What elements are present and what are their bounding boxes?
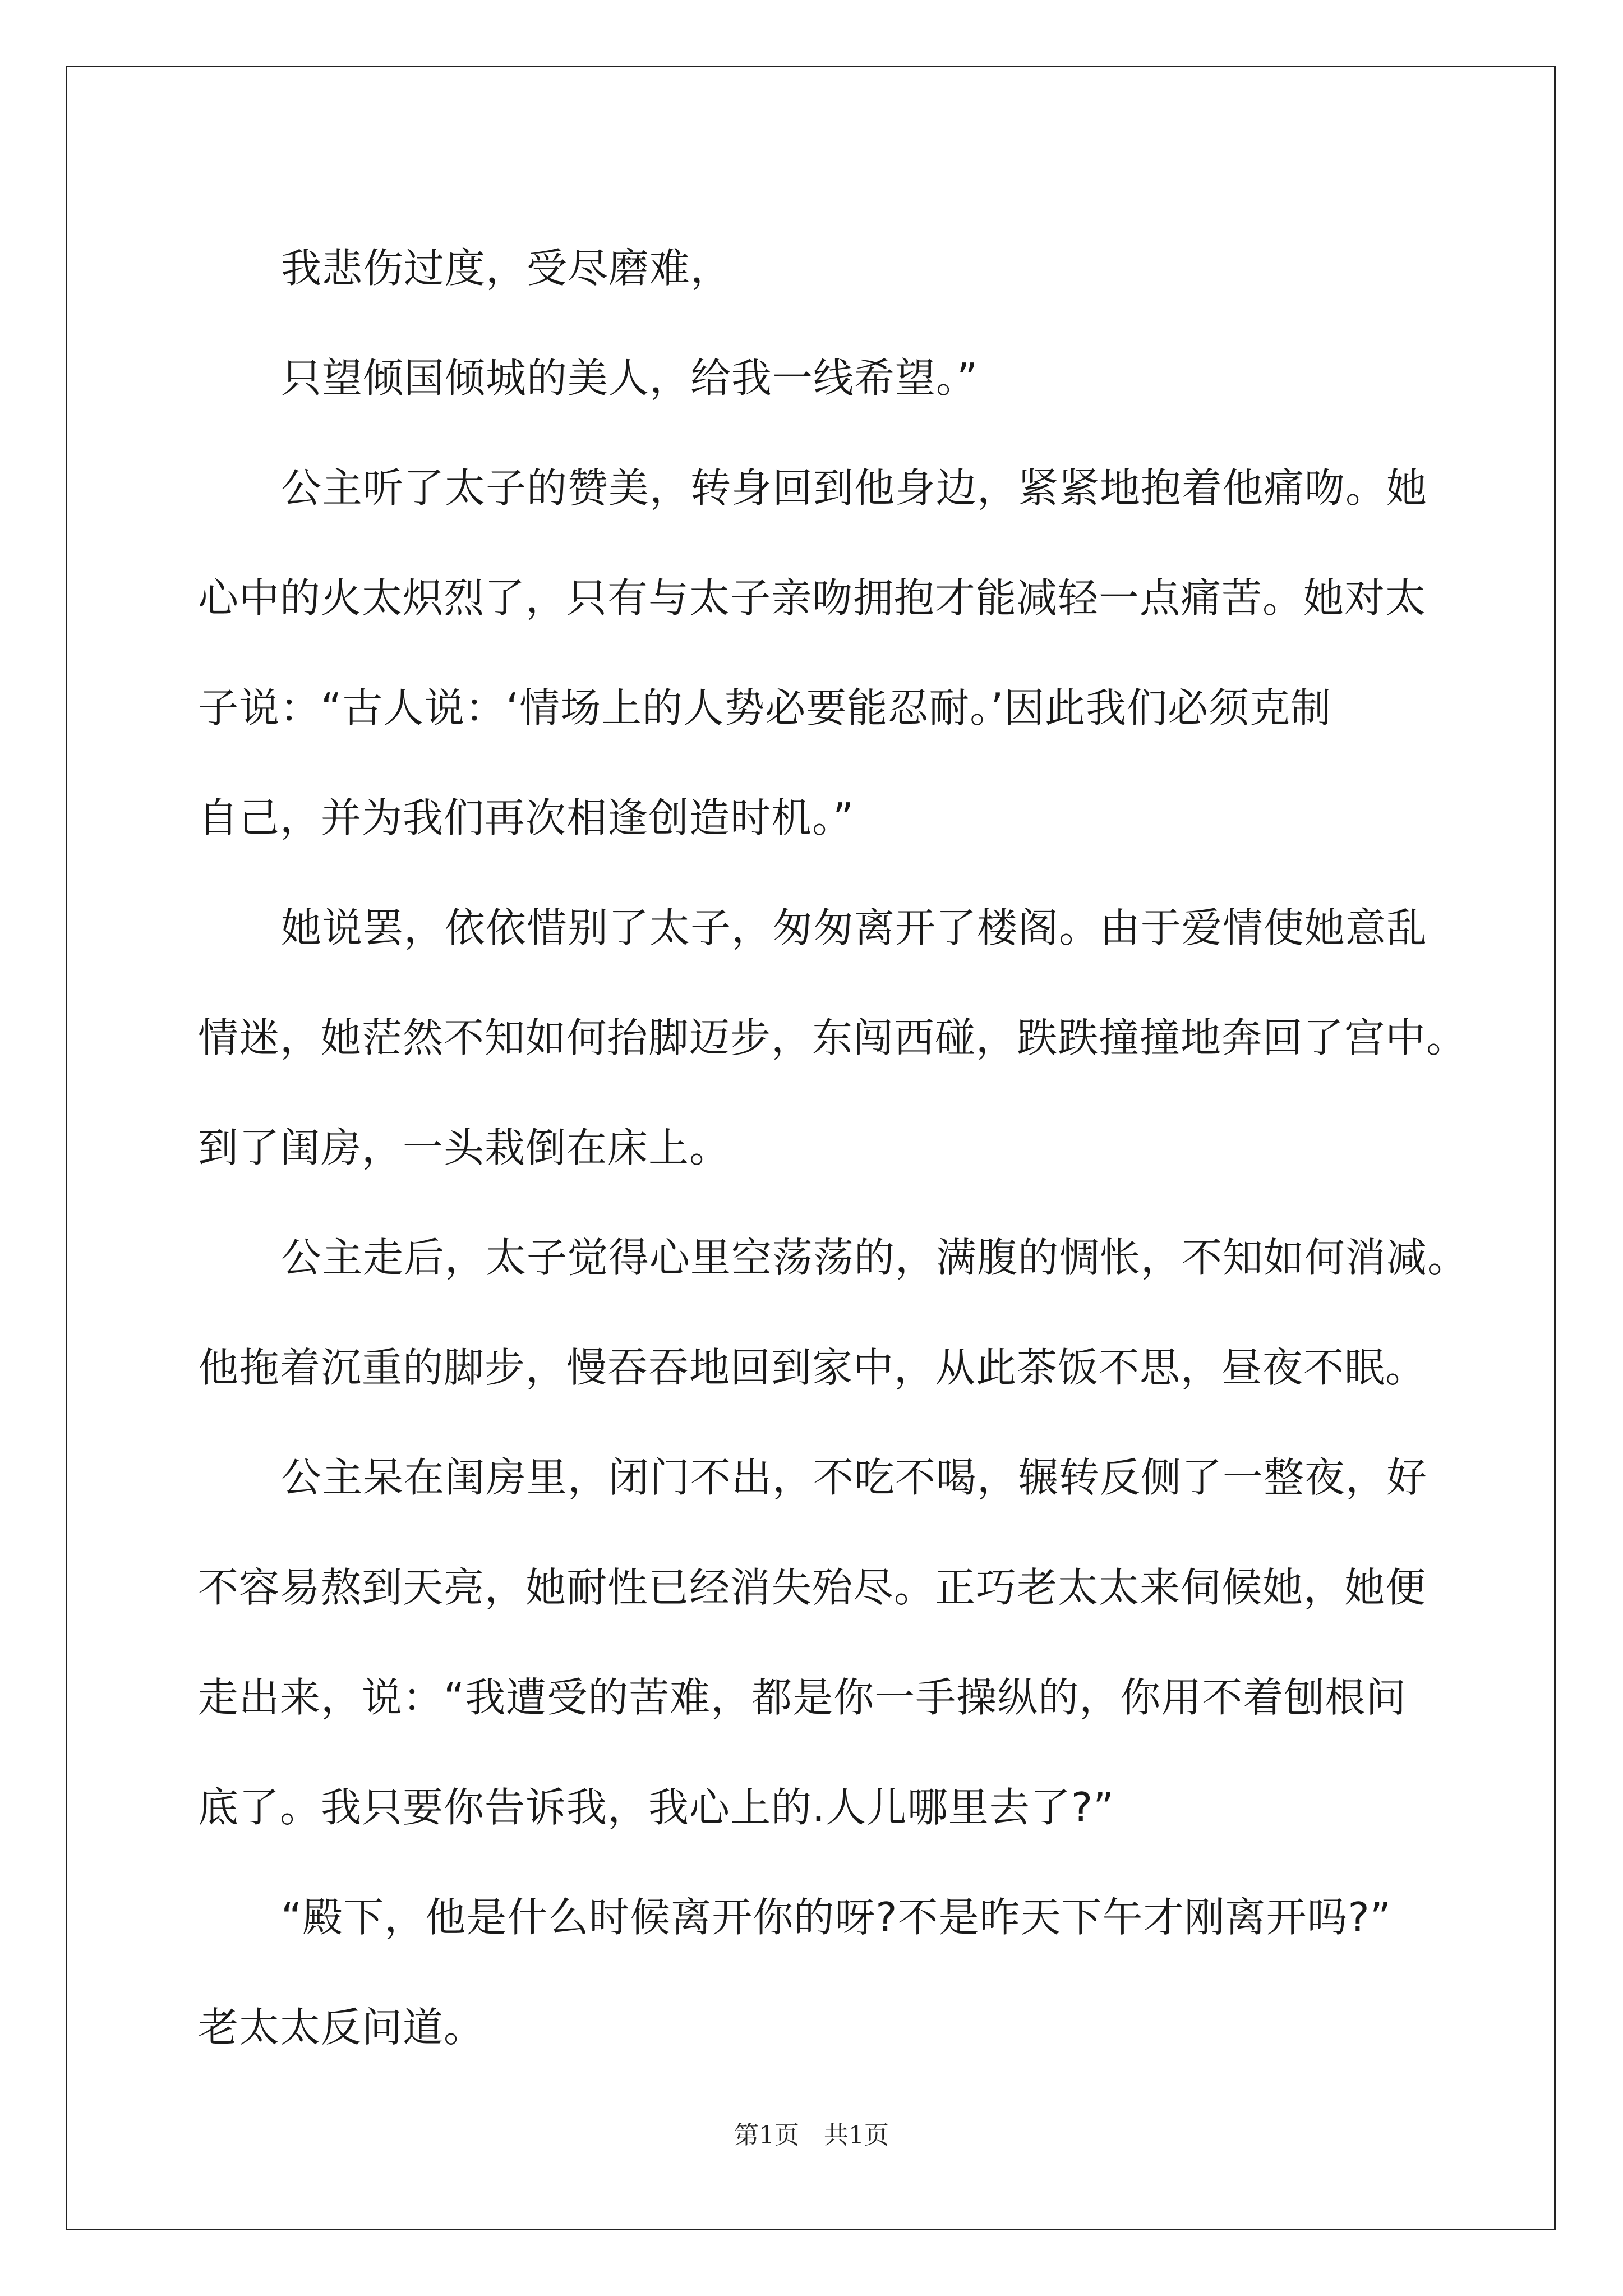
text-line: 心中的火太炽烈了，只有与太子亲吻拥抱才能减轻一点痛苦。她对太 bbox=[198, 574, 1427, 622]
text-line: 我悲伤过度，受尽磨难， bbox=[281, 245, 732, 292]
text-line: 自己，并为我们再次相逢创造时机。” bbox=[198, 794, 855, 841]
text-line: 她说罢，依依惜别了太子，匆匆离开了楼阁。由于爱情使她意乱 bbox=[281, 904, 1428, 951]
text-line: 只望倾国倾城的美人，给我一线希望。” bbox=[281, 355, 979, 402]
page-footer bbox=[0, 2115, 1623, 2151]
document-body bbox=[198, 213, 1469, 2082]
text-line: 公主听了太子的赞美，转身回到他身边，紧紧地抱着他痛吻。她 bbox=[281, 464, 1428, 512]
text-line: 到了闺房，一头栽倒在床上。 bbox=[198, 1124, 731, 1171]
text-line: 底了。我只要你告诉我，我心上的.人儿哪里去了?” bbox=[198, 1784, 1115, 1831]
text-line: “殿下，他是什么时候离开你的呀?不是昨天下午才刚离开吗?” bbox=[281, 1894, 1392, 1941]
page-number-total: 共1页 bbox=[824, 2121, 889, 2150]
text-line: 老太太反问道。 bbox=[198, 2004, 485, 2051]
text-line: 公主走后，太子觉得心里空荡荡的，满腹的惆怅，不知如何消减。 bbox=[281, 1234, 1469, 1281]
text-line: 他拖着沉重的脚步，慢吞吞地回到家中，从此茶饭不思，昼夜不眠。 bbox=[198, 1344, 1427, 1391]
page-number-current: 第1页 bbox=[734, 2121, 799, 2150]
text-line: 走出来，说：“我遭受的苦难，都是你一手操纵的，你用不着刨根问 bbox=[198, 1674, 1407, 1721]
text-line: 公主呆在闺房里，闭门不出，不吃不喝，辗转反侧了一整夜，好 bbox=[281, 1454, 1428, 1501]
text-line: 子说：“古人说：‘情场上的人势必要能忍耐。’因此我们必须克制 bbox=[198, 684, 1332, 731]
text-line: 不容易熬到天亮，她耐性已经消失殆尽。正巧老太太来伺候她，她便 bbox=[198, 1564, 1427, 1611]
text-line: 情迷，她茫然不知如何抬脚迈步，东闯西碰，跌跌撞撞地奔回了宫中。 bbox=[198, 1014, 1468, 1061]
